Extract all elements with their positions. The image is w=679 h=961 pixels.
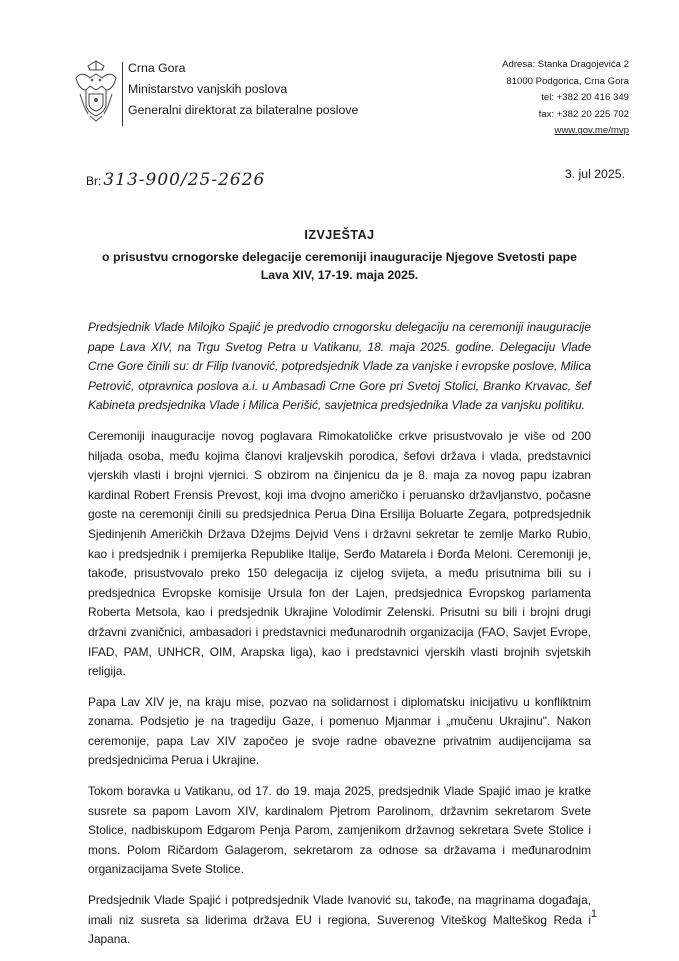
address-city: 81000 Podgorica, Crna Gora	[506, 75, 629, 87]
divider	[122, 62, 123, 126]
document-title: IZVJEŠTAJ	[304, 228, 375, 242]
address-tel: tel: +382 20 416 349	[541, 92, 629, 104]
report-body	[88, 318, 591, 961]
address-block	[502, 57, 629, 140]
address-street: Adresa: Stanka Dragojevića 2	[502, 59, 629, 70]
reference-label: Br:	[86, 174, 102, 188]
address-fax: fax: +382 20 225 702	[538, 108, 629, 120]
paragraph-intro: Predsjednik Vlade Milojko Spajić je predvodio crnogorsku delegaciju na ceremoniji inauguracije pape Lava XIV, na Trgu Svetog Petra u Vatikanu, 18. maja 2025. godine. Delegaciju Vlade Crne Gore činili su: dr Filip Ivanović, potpredsjednik Vlade za vanjske i evropske poslove, Milica Petrović, otpravnica poslova a.i. u Ambasadi Crne Gore pri Svetoj Stolici, Branko Krvavac, šef Kabineta predsjednika Vlade i Milica Perišić, savjetnica predsjednika Vlade za vanjsku politiku.	[88, 320, 591, 413]
organization-block	[128, 62, 358, 125]
reference-handwritten-number: 313-900/25-2626	[103, 170, 266, 190]
paragraph-sideline-meetings: Predsjednik Vlade Spajić i potpredsjednik Vlade Ivanović su, takođe, na magrinama događaja, imali niz susreta sa liderima država EU i regiona, Suverenog Viteškog Malteškog Reda i Japana.	[88, 893, 591, 947]
page-number: 1	[590, 908, 597, 920]
org-country: Crna Gora	[128, 61, 186, 75]
reference-number	[86, 170, 265, 190]
paragraph-pope-message: Papa Lav XIV je, na kraju mise, pozvao na solidarnost i diplomatsku inicijativu u konfliktnim zonama. Podsjetio je na tragediju Gaze, i pomenuo Mjanmar i „mučenu Ukrajinu". Nakon ceremonije, papa Lav XIV započeo je svoje radne obavezne privatnim audijencijama sa predsjednicima Perua i Ukrajine.	[88, 694, 591, 768]
website-link[interactable]: www.gov.me/mvp	[554, 125, 629, 137]
paragraph-meetings: Tokom boravka u Vatikanu, od 17. do 19. maja 2025, predsjednik Vlade Spajić imao je kratke susrete sa papom Lavom XIV, kardinalom Pjetrom Parolinom, državnim sekretarom Svete Stolice, nadbiskupom Edgarom Penja Parom, zamjenikom državnog sekretara Svete Stolice i mons. Polom Ričardom Galagerom, sekretarom za odnose sa državama i međunarodnim organizacijama Svete Stolice.	[88, 784, 591, 877]
paragraph-ceremony: Ceremoniji inauguracije novog poglavara Rimokatoličke crkve prisustvovalo je više od 200 hiljada osoba, među kojima članovi kraljevskih porodica, šefovi država i vlada, predstavnici vjerskih vlasti i brojni vjernici. S obzirom na činjenicu da je 8. maja za novog papu izabran kardinal Robert Frensis Prevost, koji ima dvojno američko i peruansko državljanstvo, počasne goste na ceremoniji činili su predsjednica Perua Dina Ersilija Boluarte Zegara, potpredsjednik Sjedinjenih Američkih Država Džejms Dejvid Vens i državni sekretar te zemlje Marko Rubio, kao i predsjednik i premijerka Republike Italije, Serđo Matarela i Đorđa Meloni. Ceremoniji je, takođe, prisustvovalo preko 150 delegacija iz cijelog svijeta, a među prisutnima bili su i predsjednica Evropske komisije Ursula fon der Lajen, predsjednica Evropskog parlamenta Roberta Metsola, kao i predsjednik Ukrajine Volodimir Zelenski. Prisutni su bili i brojni drugi državni zvaničnici, ambasadori i predstavnici međunarodnih organizacija (FAO, Savjet Evrope, IFAD, PAM, UNHCR, OIM, Arapska liga), kao i predstavnici vjerskih vlasti brojnih svjetskih religija.	[88, 428, 591, 679]
coat-of-arms-icon	[74, 60, 118, 122]
org-ministry: Ministarstvo vanjskih poslova	[128, 82, 288, 96]
org-directorate: Generalni direktorat za bilateralne poslove	[128, 103, 359, 117]
document-date: 3. jul 2025.	[564, 167, 625, 181]
document-subtitle: o prisustvu crnogorske delegacije ceremoniji inauguracije Njegove Svetosti pape Lava XIV, 17-19. maja 2025.	[102, 250, 577, 282]
